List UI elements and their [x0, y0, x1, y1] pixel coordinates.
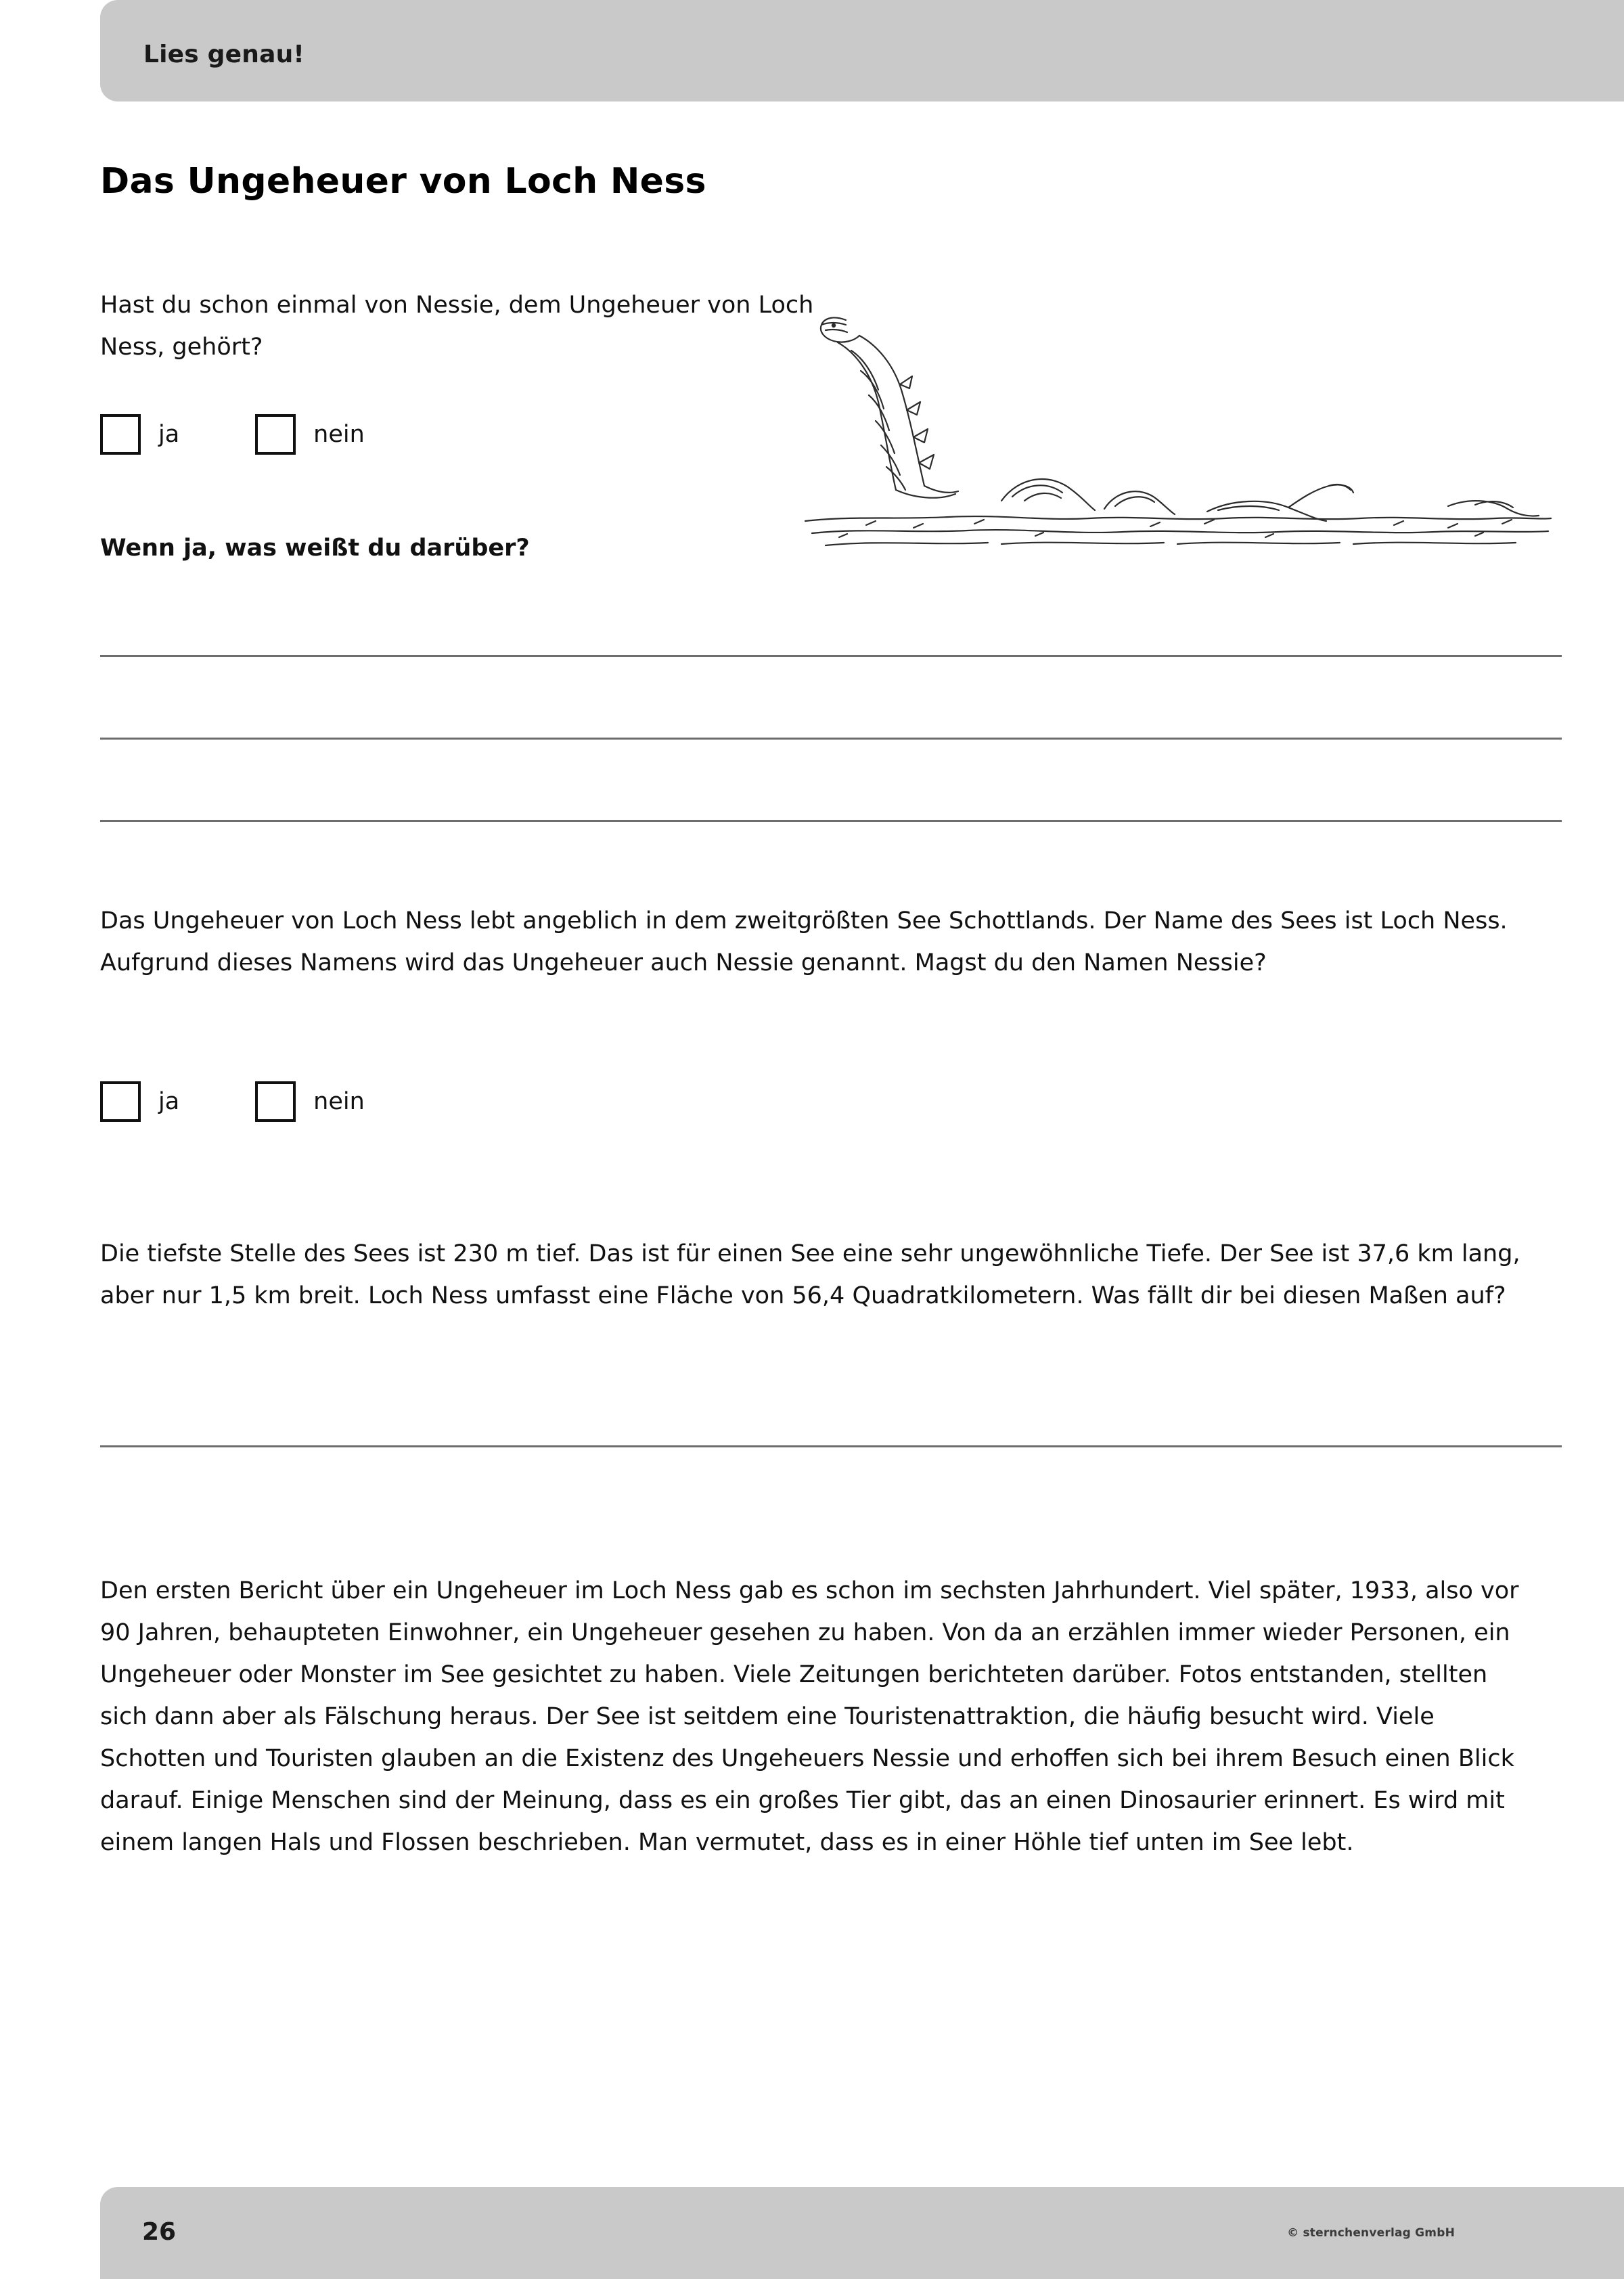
checkbox-yes-1-label: ja [158, 421, 180, 448]
checkbox-no-1-label: nein [313, 421, 365, 448]
checkbox-yes-2-label: ja [158, 1088, 180, 1115]
copyright-credit: © sternchenverlag GmbH [1287, 2226, 1455, 2240]
answer-rule-2[interactable] [100, 738, 1562, 740]
page-number: 26 [142, 2218, 177, 2246]
checkbox-no-2-label: nein [313, 1088, 365, 1115]
paragraph-3: Die tiefste Stelle des Sees ist 230 m tief. Das ist für einen See eine sehr ungewöhnliche Tiefe. Der See ist 37,6 km lang, aber nur 1,5 km breit. Loch Ness umfasst eine Fläche von 56,4 Quadratkilometern. Was fällt dir bei diesen Maßen auf? [100, 1240, 1520, 1309]
checkbox-no-2[interactable] [255, 1081, 296, 1122]
paragraph-4: Den ersten Bericht über ein Ungeheuer im Loch Ness gab es schon im sechsten Jahrhundert. Viel später, 1933, also vor 90 Jahren, behaupteten Einwohner, ein Ungeheuer gesehen zu haben. Von da an erzählen immer wieder Personen, ein Ungeheuer oder Monster im See gesichtet zu haben. Viele Zeitungen berichteten darüber. Fotos entstanden, stellten sich dann aber als Fälschung heraus. Der See ist seitdem eine Touristenattraktion, die häufig besucht wird. Viele Schotten und Touristen glauben an die Existenz des Ungeheuers Nessie und erhoffen sich bei ihrem Besuch einen Blick darauf. Einige Menschen sind der Meinung, dass es ein großes Tier gibt, das an einen Dinosaurier erinnert. Es wird mit einem langen Hals und Flossen beschrieben. Man vermutet, dass es in einer Höhle tief unten im See lebt. [100, 1577, 1519, 1856]
checkbox-no-1[interactable] [255, 414, 296, 455]
page-title: Das Ungeheuer von Loch Ness [100, 161, 706, 202]
checkbox-yes-2[interactable] [100, 1081, 141, 1122]
answer-rule-3[interactable] [100, 820, 1562, 822]
checkbox-row-1 [100, 414, 365, 455]
header-tab-label: Lies genau! [143, 41, 305, 68]
followup-question: Wenn ja, was weißt du darüber? [100, 535, 530, 562]
intro-question: Hast du schon einmal von Nessie, dem Ungeheuer von Loch Ness, gehört? [100, 292, 814, 361]
footer-bar [100, 2187, 1624, 2279]
loch-ness-monster-illustration [798, 283, 1556, 554]
answer-rule-4[interactable] [100, 1445, 1562, 1447]
answer-rule-1[interactable] [100, 655, 1562, 657]
header-tab [100, 0, 1624, 101]
checkbox-yes-1[interactable] [100, 414, 141, 455]
checkbox-row-2 [100, 1081, 365, 1122]
paragraph-2: Das Ungeheuer von Loch Ness lebt angeblich in dem zweitgrößten See Schottlands. Der Name des Sees ist Loch Ness. Aufgrund dieses Namens wird das Ungeheuer auch Nessie genannt. Magst du den Namen Nessie? [100, 907, 1508, 976]
